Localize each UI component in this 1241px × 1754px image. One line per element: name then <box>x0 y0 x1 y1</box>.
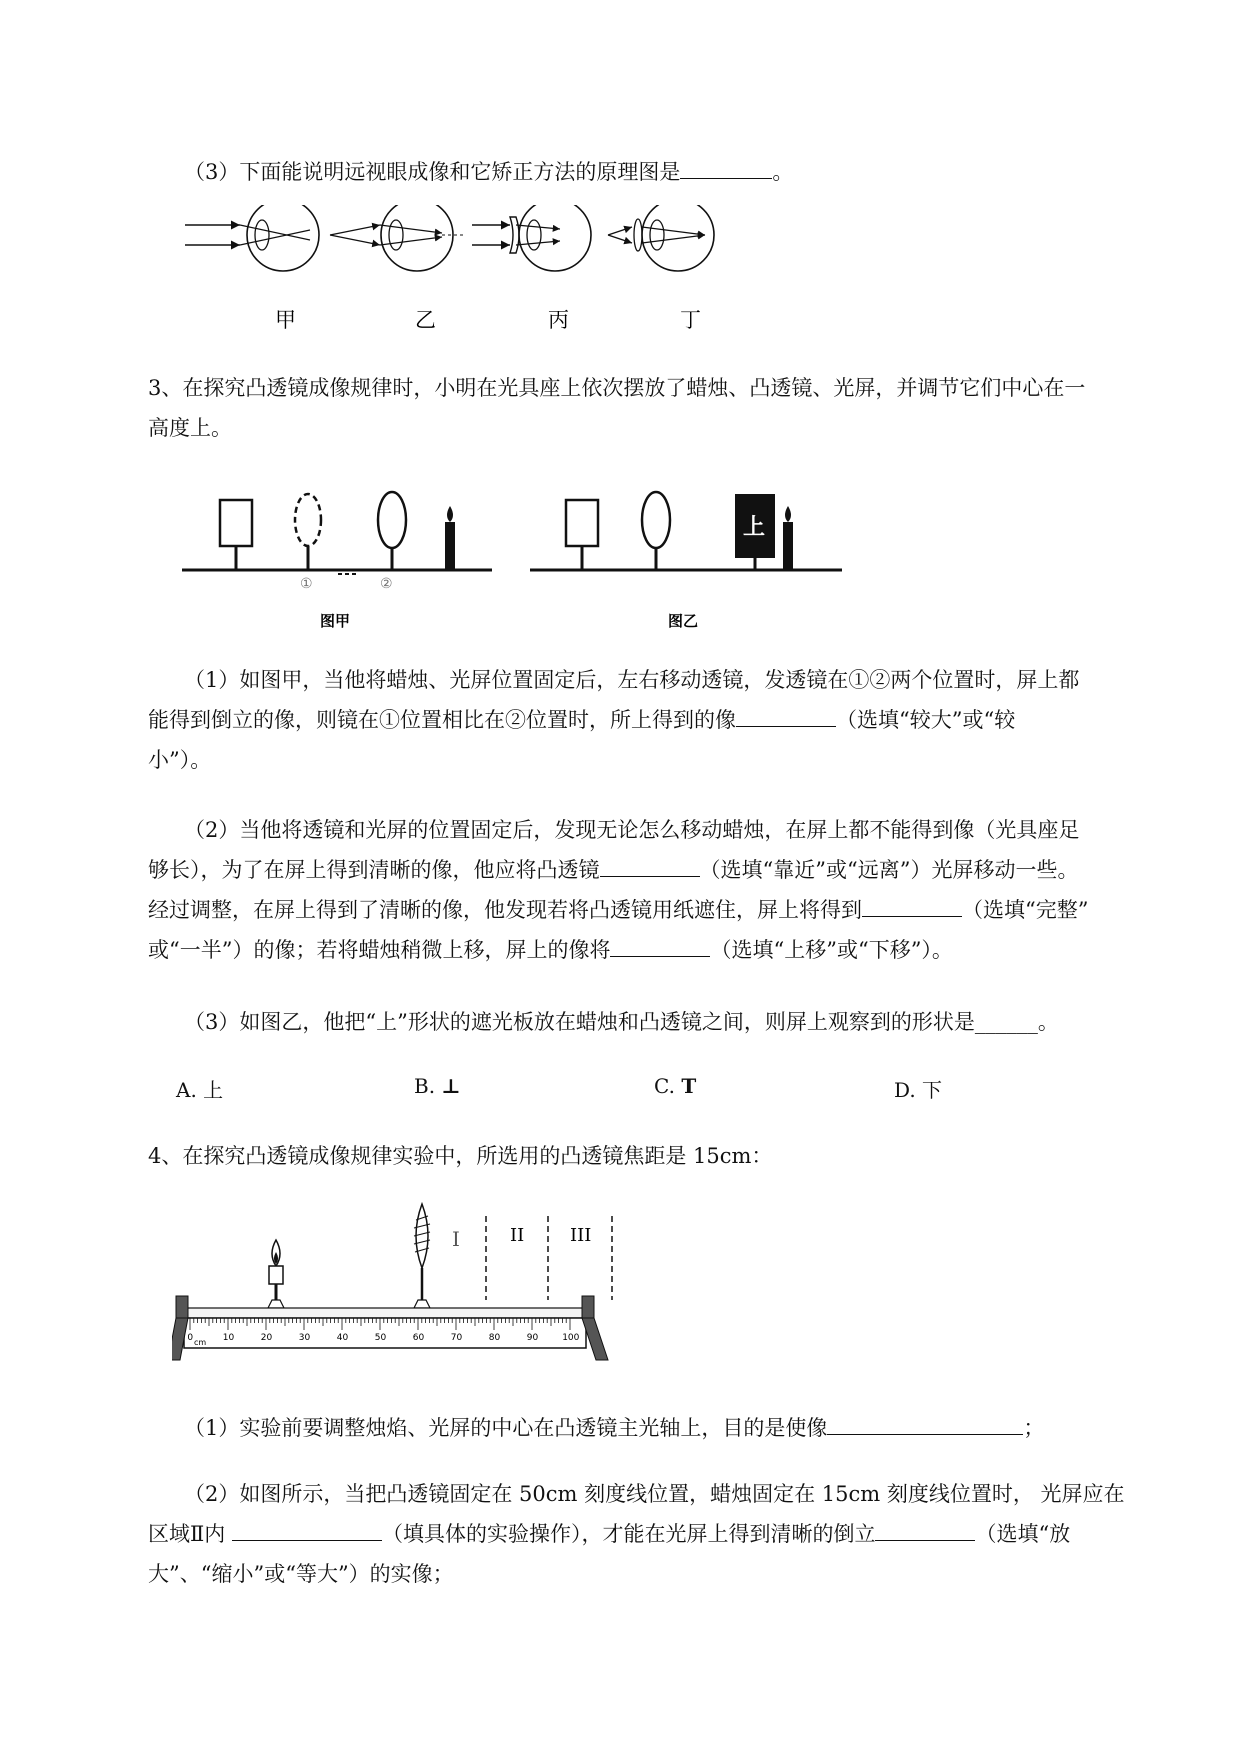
figure-yi <box>530 492 842 630</box>
eye-diagram-yi <box>330 205 465 271</box>
q4-part2: （2）如图所示，当把凸透镜固定在 50cm 刻度线位置，蜡烛固定在 15cm 刻度线位置时， 光屏应在 区域Ⅱ内 （填具体的实验操作），才能在光屏上得到清晰的倒立 （选填“放 大”、“缩小”或“等大”）的实像； <box>148 1482 1125 1586</box>
ruler-tick-label: 0 <box>187 1333 194 1343</box>
q3-part2: （2）当他将透镜和光屏的位置固定后，发现无论怎么移动蜡烛，在屏上都不能得到像（光具座足 够长），为了在屏上得到清晰的像，他应将凸透镜 （选填“靠近”或“远离”）光屏移动一些。 经过调整，在屏上得到了清晰的像，他发现若将凸透镜用纸遮住，屏上将得到 （选填“完整” 或“一半”）的像；若将蜡烛稍微上移，屏上的像将 （选填“上移”或“下移”）。 <box>148 818 1089 962</box>
ruler-tick-label: 80 <box>488 1333 501 1343</box>
label-ding: 丁 <box>680 308 701 332</box>
optical-bench-rail <box>172 1296 608 1360</box>
ruler-tick-label: 30 <box>298 1333 311 1343</box>
eye-diagrams-figure <box>180 205 820 335</box>
answer-blank[interactable] <box>610 934 710 957</box>
q4-part1: （1）实验前要调整烛焰、光屏的中心在凸透镜主光轴上，目的是使像 ； <box>148 1408 1168 1448</box>
region-i-label: I <box>452 1227 460 1251</box>
option-a[interactable]: A. 上 <box>176 1078 224 1102</box>
label-yi: 乙 <box>415 308 436 332</box>
answer-blank[interactable] <box>600 854 700 877</box>
ruler-tick-label: 70 <box>450 1333 463 1343</box>
board-character: 上 <box>743 515 766 540</box>
answer-blank[interactable] <box>827 1412 1023 1435</box>
eye-diagram-bing <box>472 205 591 271</box>
ruler-tick-label: 100 <box>562 1333 580 1343</box>
eye-diagram-ding <box>608 205 714 271</box>
q3-part3: （3）如图乙，他把“上”形状的遮光板放在蜡烛和凸透镜之间，则屏上观察到的形状是______。 <box>184 1010 1059 1034</box>
ruler-tick-label: 60 <box>412 1333 425 1343</box>
q2-3-text: （3）下面能说明远视眼成像和它矫正方法的原理图是 。 <box>148 152 1168 192</box>
ruler-tick-label: 20 <box>260 1333 273 1343</box>
figure-jia-caption: 图甲 <box>320 612 351 630</box>
eye-diagram-jia <box>185 205 319 271</box>
region-iii-label: III <box>570 1225 592 1246</box>
label-bing: 丙 <box>548 308 569 332</box>
ruler-unit-label: cm <box>194 1338 207 1347</box>
ruler-tick-label: 40 <box>336 1333 349 1343</box>
position-2-label: ② <box>380 576 393 592</box>
q4-stem: 4、在探究凸透镜成像规律实验中，所选用的凸透镜焦距是 15cm： <box>148 1144 773 1168</box>
answer-blank[interactable] <box>736 704 836 727</box>
answer-blank[interactable]: ______ <box>974 1010 1038 1034</box>
optical-bench-figure <box>172 1196 682 1376</box>
option-d[interactable]: D. 下 <box>894 1078 943 1102</box>
ruler-tick-label: 10 <box>222 1333 235 1343</box>
position-1-label: ① <box>300 576 313 592</box>
answer-blank[interactable] <box>862 894 962 917</box>
q3-figure <box>180 478 860 630</box>
answer-blank[interactable] <box>232 1518 382 1541</box>
q3-stem: 3、在探究凸透镜成像规律时，小明在光具座上依次摆放了蜡烛、凸透镜、光屏，并调节它们中心在一 高度上。 <box>148 376 1086 440</box>
figure-jia <box>182 492 492 630</box>
label-jia: 甲 <box>275 308 296 332</box>
convex-lens <box>414 1204 430 1308</box>
q3-part1: （1）如图甲，当他将蜡烛、光屏位置固定后，左右移动透镜，发透镜在①②两个位置时，屏上都 能得到倒立的像，则镜在①位置相比在②位置时，所上得到的像 （选填“较大”或“较 小”）。 <box>148 668 1080 772</box>
option-c[interactable]: C. T <box>654 1074 697 1098</box>
figure-yi-caption: 图乙 <box>668 612 699 630</box>
answer-blank[interactable] <box>875 1518 975 1541</box>
ruler-tick-label: 90 <box>526 1333 539 1343</box>
region-ii-label: II <box>510 1225 525 1246</box>
option-b[interactable]: B. ⊥ <box>414 1074 461 1098</box>
answer-blank[interactable] <box>680 156 772 179</box>
candle <box>268 1240 284 1308</box>
ruler-tick-label: 50 <box>374 1333 387 1343</box>
